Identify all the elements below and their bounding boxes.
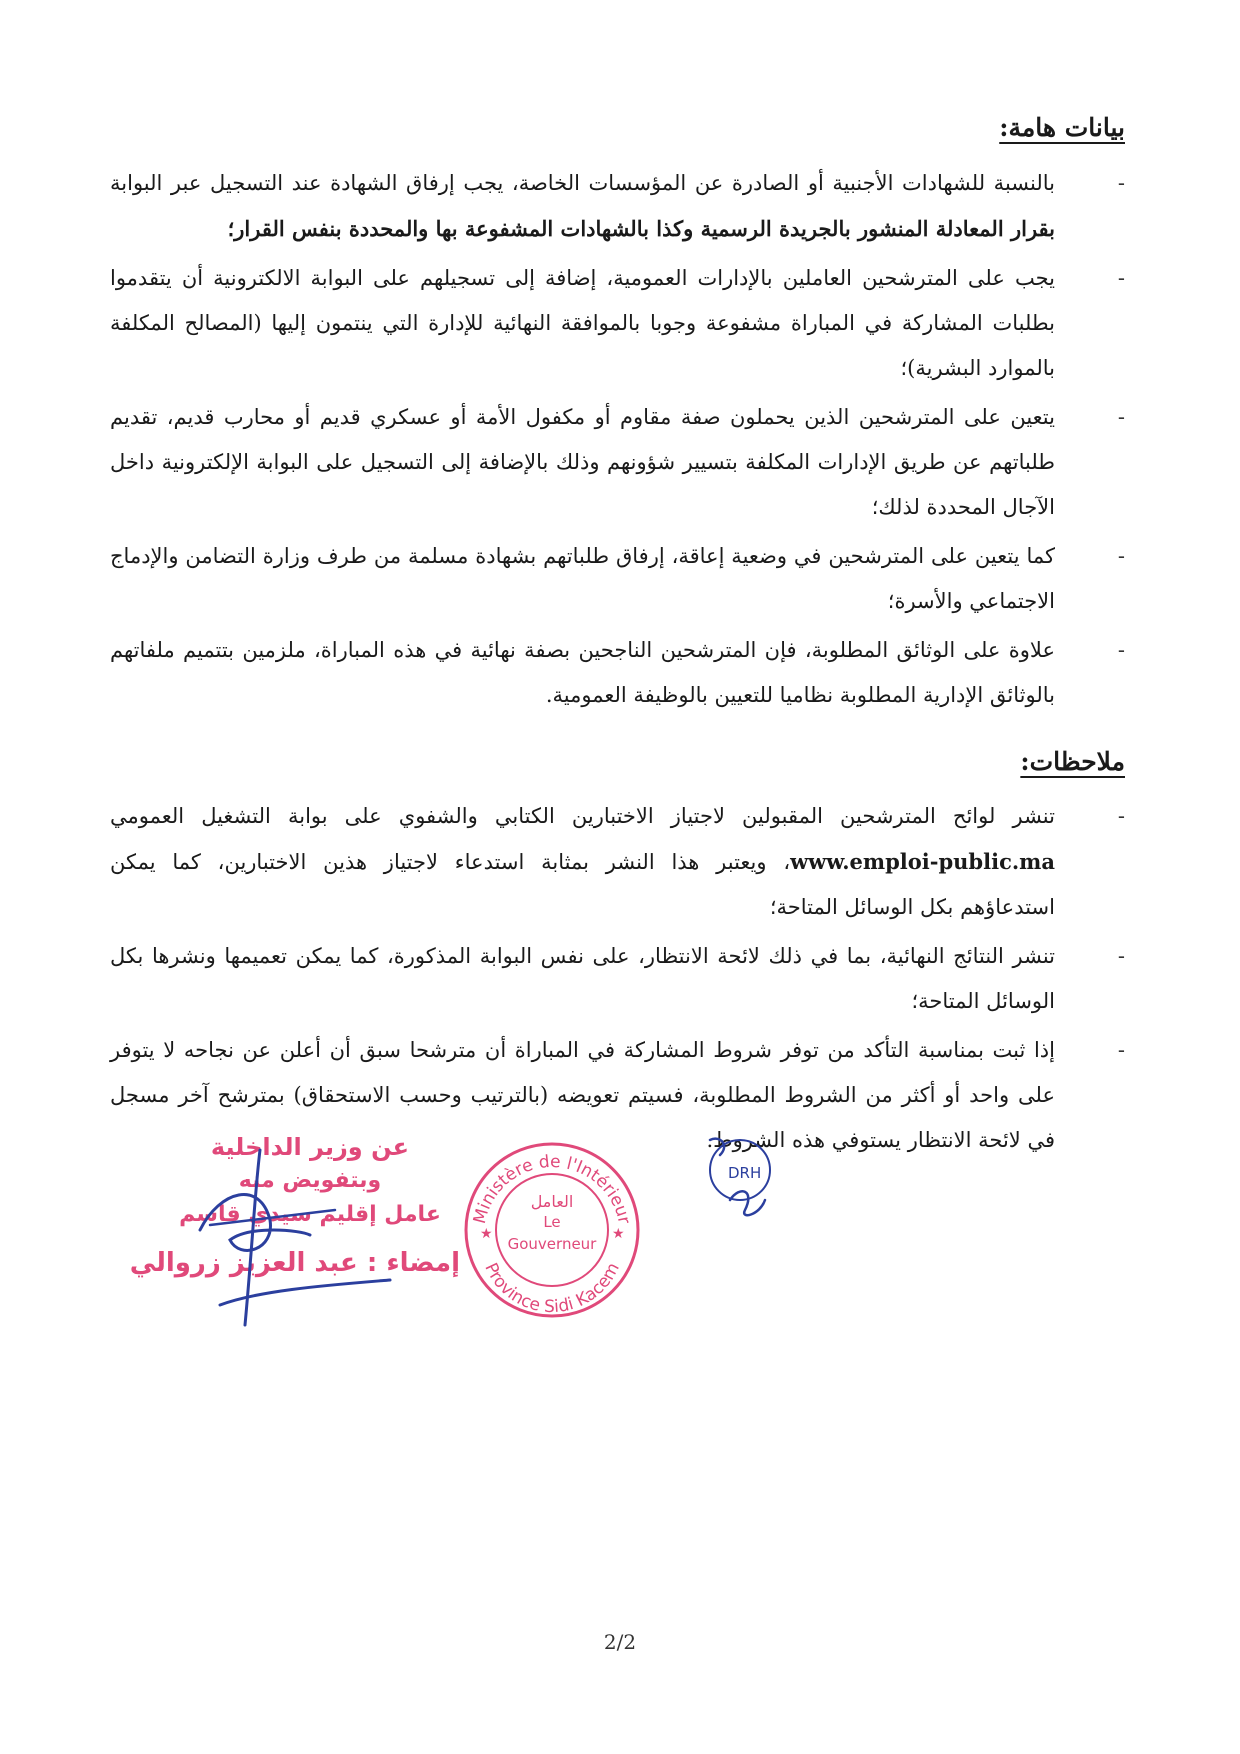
- seal-inner-french-2: Gouverneur: [507, 1235, 597, 1253]
- notes-item-3: - إذا ثبت بمناسبة التأكد من توفر شروط المشاركة في المباراة أن مترشحا سبق أن أعلن عن نجاحه لا يتوفر على واحد أو أكثر من الشروط المطلوبة، فسيتم تعويضه (بالترتيب وحسب الاستحقاق) بمترشح آخر مسجل في لائحة الانتظار يستوفي هذه الشروط.: [110, 1028, 1125, 1163]
- seal-inner-french-1: Le: [543, 1213, 561, 1231]
- document-body: [110, 112, 1125, 1167]
- signature-block: [129, 1130, 460, 1340]
- notes-item-1: [110, 794, 1125, 930]
- seal-inner-arabic: العامل: [530, 1192, 574, 1211]
- notes-section-title: ملاحظات:: [1020, 746, 1125, 776]
- seal-center: [492, 1192, 612, 1255]
- notes-list: [110, 794, 1125, 1163]
- important-item-5: - علاوة على الوثائق المطلوبة، فإن المترشحين الناجحين بصفة نهائية في هذه المباراة، ملزمين بتتميم ملفاتهم بالوثائق الإدارية المطلوبة نظاميا للتعيين بالوظيفة العمومية.: [110, 628, 1125, 718]
- signature-line-3: عامل إقليم سيدي قاسم: [179, 1202, 441, 1227]
- svg-text:★: ★: [480, 1226, 493, 1242]
- important-item-1-bold: بقرار المعادلة المنشور بالجريدة الرسمية وكذا بالشهادات المشفوعة بها والمحددة بنفس القرار؛: [227, 215, 1055, 241]
- important-item-3: - يتعين على المترشحين الذين يحملون صفة مقاوم أو مكفول الأمة أو عسكري قديم أو محارب قديم، تقديم طلباتهم عن طريق الإدارات المكلفة بتسيير شؤونهم وذلك بالإضافة إلى التسجيل على البوابة الإلكترونية داخل الآجال المحددة لذلك؛: [110, 395, 1125, 530]
- signature-line-1: عن وزير الداخلية: [210, 1133, 410, 1161]
- seal-ring-text: Ministère de l'Intérieur: [469, 1151, 634, 1226]
- initials-stamp: [700, 1130, 790, 1230]
- seal-bottom-text: Province Sidi Kacem: [480, 1259, 624, 1318]
- signature-line-2: وبتفويض منه: [238, 1168, 382, 1193]
- important-item-1: [110, 161, 1125, 252]
- handwritten-signature-icon: [129, 1130, 460, 1340]
- official-seal: [462, 1140, 642, 1320]
- important-item-2: - يجب على المترشحين العاملين بالإدارات العمومية، إضافة إلى تسجيلهم على البوابة الالكترونية أن يتقدموا بطلبات المشاركة في المباراة مشفوعة وجوبا بالموافقة النهائية للإدارة التي ينتمون إليها (المصالح المكلفة بالموارد البشرية)؛: [110, 256, 1125, 391]
- notes-item-1-before: تنشر لوائح المترشحين المقبولين لاجتياز الاختبارين الكتابي والشفوي على بوابة التشغيل العمومي: [110, 804, 1055, 828]
- important-section-title: بيانات هامة:: [999, 113, 1125, 142]
- svg-text:★: ★: [612, 1226, 625, 1242]
- notes-item-2: - تنشر النتائج النهائية، بما في ذلك لائحة الانتظار، على نفس البوابة المذكورة، كما يمكن تعميمها ونشرها بكل الوسائل المتاحة؛: [110, 934, 1125, 1024]
- svg-text:Province Sidi Kacem: [480, 1259, 624, 1317]
- important-item-4: - كما يتعين على المترشحين في وضعية إعاقة، إرفاق طلباتهم بشهادة مسلمة من طرف وزارة التضامن والإدماج الاجتماعي والأسرة؛: [110, 534, 1125, 624]
- page-number: 2/2: [603, 1630, 637, 1654]
- important-list: [110, 161, 1125, 718]
- notes-item-1-after: ، ويعتبر هذا النشر بمثابة استدعاء لاجتياز هذين الاختبارين، كما يمكن استدعاؤهم بكل الوسائل المتاحة؛: [110, 850, 1055, 919]
- portal-url: www.emploi-public.ma: [790, 849, 1055, 874]
- initials-text: DRH: [728, 1164, 762, 1182]
- important-item-1-text: بالنسبة للشهادات الأجنبية أو الصادرة عن المؤسسات الخاصة، يجب إرفاق الشهادة عند التسجيل عبر البوابة: [110, 170, 1055, 195]
- signature-line-4: إمضاء : عبد العزيز زروالي: [129, 1248, 460, 1278]
- initials-icon: [700, 1130, 790, 1230]
